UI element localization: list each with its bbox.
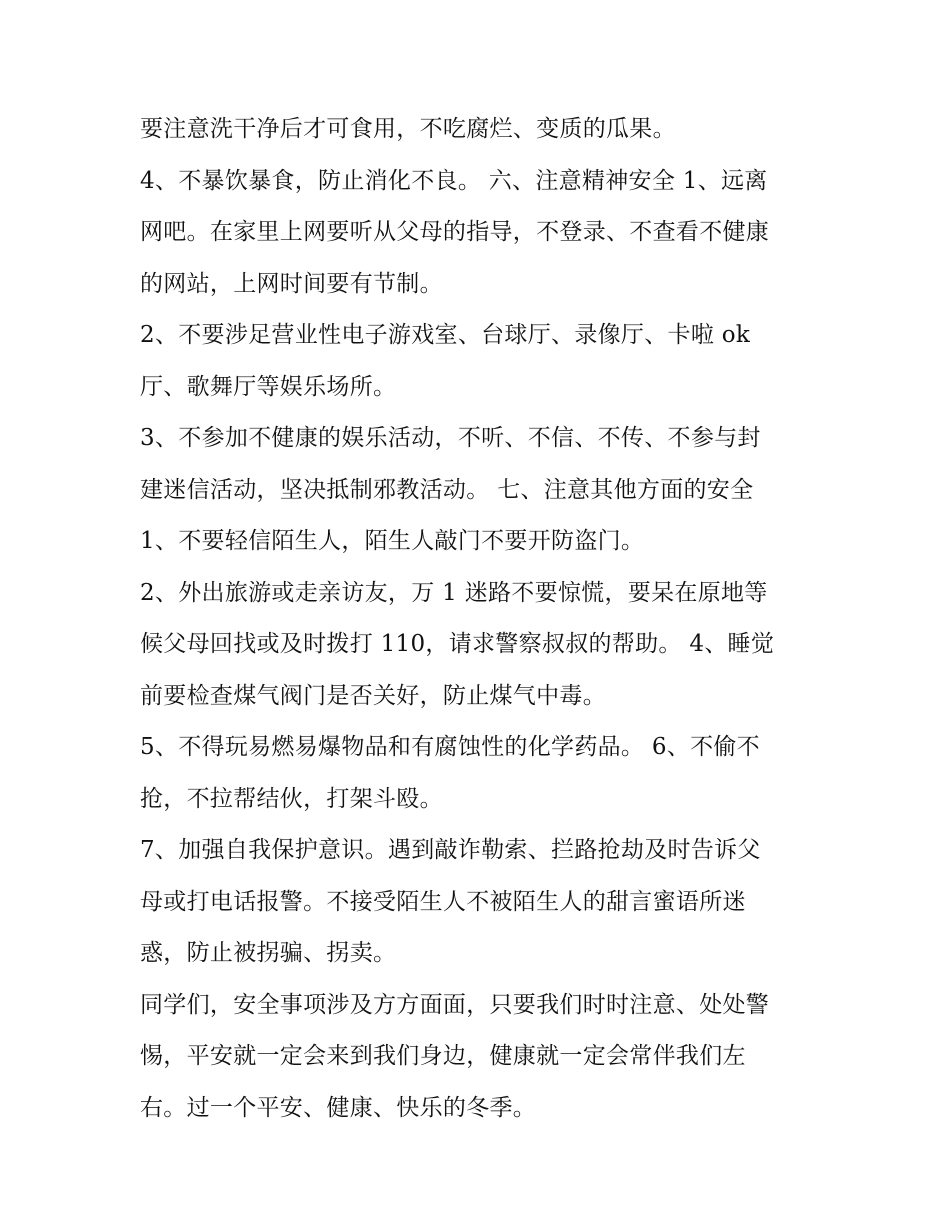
text-line: 同学们，安全事项涉及方方面面，只要我们时时注意、处处警 xyxy=(140,991,770,1018)
text-line: 惑，防止被拐骗、拐卖。 xyxy=(140,940,397,966)
text-line: 建迷信活动，坚决抵制邪教活动。 七、注意其他方面的安全 xyxy=(140,476,754,503)
text-line: 母或打电话报警。不接受陌生人不被陌生人的甜言蜜语所迷 xyxy=(140,888,746,915)
text-line: 厅、歌舞厅等娱乐场所。 xyxy=(140,373,397,400)
text-line: 1、不要轻信陌生人，陌生人敲门不要开防盗门。 xyxy=(140,528,645,554)
text-line: 2、外出旅游或走亲访友，万 1 迷路不要惊慌，要呆在原地等 xyxy=(140,579,768,606)
text-line: 的网站，上网时间要有节制。 xyxy=(140,270,443,297)
text-line: 5、不得玩易燃易爆物品和有腐蚀性的化学药品。 6、不偷不 xyxy=(140,734,760,760)
text-line: 3、不参加不健康的娱乐活动，不听、不信、不传、不参与封 xyxy=(140,425,761,451)
text-line: 抢，不拉帮结伙，打架斗殴。 xyxy=(140,785,443,812)
document-body xyxy=(140,104,820,1134)
text-line: 右。过一个平安、健康、快乐的冬季。 xyxy=(140,1094,537,1121)
text-line: 网吧。在家里上网要听从父母的指导，不登录、不查看不健康 xyxy=(140,219,770,245)
text-line: 惕，平安就一定会来到我们身边，健康就一定会常伴我们左 xyxy=(140,1043,746,1069)
text-line: 前要检查煤气阀门是否关好，防止煤气中毒。 xyxy=(140,682,606,709)
text-line: 7、加强自我保护意识。遇到敲诈勒索、拦路抢劫及时告诉父 xyxy=(140,837,761,863)
text-line: 4、不暴饮暴食，防止消化不良。 六、注意精神安全 1、远离 xyxy=(140,167,768,194)
text-line: 要注意洗干净后才可食用，不吃腐烂、变质的瓜果。 xyxy=(140,116,676,142)
text-line: 候父母回找或及时拨打 110，请求警察叔叔的帮助。 4、睡觉 xyxy=(140,631,775,657)
text-line: 2、不要涉足营业性电子游戏室、台球厅、录像厅、卡啦 ok xyxy=(140,322,751,348)
